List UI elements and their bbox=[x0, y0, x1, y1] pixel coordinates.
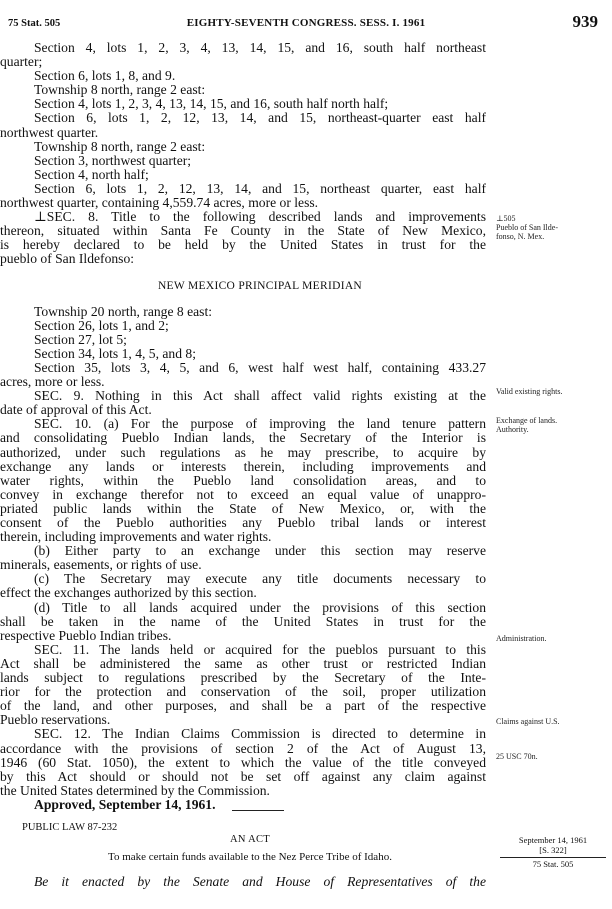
body-line: pueblo of San Ildefonso: bbox=[0, 251, 135, 267]
body-line: Act shall be administered the same as other trust or restricted Indian bbox=[0, 656, 486, 671]
margin-note-line: Exchange of lands. bbox=[496, 416, 558, 425]
body-line: Section 4, north half; bbox=[34, 166, 149, 182]
approval-date: Approved, September 14, 1961. bbox=[34, 796, 216, 812]
body-line: and consolidating Pueblo Indian lands, the Secretary of the Interior is bbox=[0, 431, 486, 446]
paragraph-gap bbox=[34, 293, 486, 305]
margin-note-line: ⊥505 bbox=[496, 214, 516, 223]
act-purpose: To make certain funds available to the Nez Perce Tribe of Idaho. bbox=[108, 851, 392, 863]
body-line: Township 8 north, range 2 east: bbox=[34, 138, 206, 154]
margin-note-administration bbox=[496, 634, 546, 643]
body-line: effect the exchanges authorized by this section. bbox=[0, 585, 257, 601]
body-line: thereon, situated within Santa Fe County in the State of New Mexico, bbox=[0, 224, 486, 239]
margin-note-valid-rights bbox=[496, 387, 562, 396]
body-line: northwest quarter, containing 4,559.74 acres, more or less. bbox=[0, 195, 319, 211]
margin-note-line: fonso, N. Mex. bbox=[496, 232, 545, 241]
body-line: is hereby declared to be held by the United States in trust for the bbox=[0, 238, 486, 253]
body-line: Section 4, lots 1, 2, 3, 4, 13, 14, 15, and 16, south half north half; bbox=[34, 96, 389, 112]
body-line: northwest quarter. bbox=[0, 124, 99, 140]
an-act-heading: AN ACT bbox=[229, 834, 270, 845]
bill-number: [S. 322] bbox=[539, 844, 567, 855]
body-line: Section 4, lots 1, 2, 3, 4, 13, 14, 15, and 16, south half northeast bbox=[34, 41, 486, 55]
body-line: Section 6, lots 1, 2, 12, 13, 14, and 15, northeast-quarter east half bbox=[34, 111, 486, 126]
body-line: date of approval of this Act. bbox=[0, 402, 152, 418]
page-header bbox=[0, 14, 612, 34]
body-line: Pueblo reservations. bbox=[0, 712, 111, 728]
statute-body bbox=[0, 41, 486, 812]
body-line: lands subject to regulations prescribed by the Secretary of the Inte- bbox=[0, 671, 486, 686]
body-line: respective Pueblo Indian tribes. bbox=[0, 627, 172, 643]
margin-note-exchange bbox=[496, 416, 557, 434]
margin-note-usc bbox=[496, 752, 538, 761]
body-line: exchange any lands or interests therein, including improvements and bbox=[0, 459, 486, 474]
body-line: Township 8 north, range 2 east: bbox=[34, 82, 206, 98]
body-line: by this Act should or should not be set off against any claim against bbox=[0, 769, 486, 784]
body-line: consent of the Pueblo authorities any Pueblo tribal lands or interest bbox=[0, 516, 486, 530]
body-line: Section 3, northwest quarter; bbox=[34, 152, 192, 168]
body-line: ⊥SEC. 8. Title to the following described lands and improvements bbox=[34, 210, 486, 225]
body-line: Section 6, lots 1, 8, and 9. bbox=[34, 68, 176, 84]
margin-note-claims bbox=[496, 717, 560, 726]
body-line: therein, including improvements and water rights. bbox=[0, 529, 272, 545]
running-head: EIGHTY-SEVENTH CONGRESS. SESS. I. 1961 bbox=[186, 17, 426, 29]
public-law-number: PUBLIC LAW 87-232 bbox=[22, 822, 118, 833]
body-line: SEC. 11. The lands held or acquired for the pueblos pursuant to this bbox=[34, 642, 486, 657]
body-line: quarter; bbox=[0, 54, 43, 70]
body-line: Section 26, lots 1, and 2; bbox=[34, 317, 169, 333]
bill-date: September 14, 1961 bbox=[518, 835, 588, 845]
margin-note-line: Authority. bbox=[496, 425, 529, 434]
bill-info bbox=[500, 836, 606, 870]
body-line: (c) The Secretary may execute any title documents necessary to bbox=[34, 572, 486, 587]
body-line: priated public lands within the State of New Mexico, or, with the bbox=[0, 501, 486, 516]
statute-citation: 75 Stat. 505 bbox=[8, 18, 61, 29]
body-line: Section 27, lot 5; bbox=[34, 331, 127, 347]
body-line: (b) Either party to an exchange under this section may reserve bbox=[34, 544, 486, 559]
margin-note-line: Valid existing rights. bbox=[496, 387, 563, 396]
body-line: rior for the protection and conservation of the soil, proper utilization bbox=[0, 685, 486, 700]
enacting-clause: Be it enacted by the Senate and House of Representatives of the bbox=[34, 874, 486, 889]
body-line: minerals, easements, or rights of use. bbox=[0, 557, 202, 573]
body-line: Section 34, lots 1, 4, 5, and 8; bbox=[34, 345, 196, 361]
body-line: convey in exchange therefor not to exceed an equal value of unappro- bbox=[0, 487, 486, 502]
body-line: the United States determined by the Commission. bbox=[0, 782, 270, 798]
body-line: acres, more or less. bbox=[0, 374, 105, 390]
body-line: authorized, under such regulations as he may prescribe, to acquire by bbox=[0, 445, 486, 460]
bill-rule bbox=[500, 857, 606, 858]
margin-note-line: Pueblo of San Ilde- bbox=[496, 223, 558, 232]
margin-note-pueblo-san-ildefonso bbox=[496, 214, 558, 241]
body-line: shall be taken in the name of the United States in trust for the bbox=[0, 614, 486, 629]
body-line: of the land, and other purposes, and shall be a part of the respective bbox=[0, 699, 486, 714]
body-line: water rights, within the Pueblo land consolidation areas, and to bbox=[0, 473, 486, 488]
bill-stat: 75 Stat. 505 bbox=[532, 859, 574, 869]
body-line: SEC. 9. Nothing in this Act shall affect valid rights existing at the bbox=[34, 389, 486, 404]
body-line: Section 6, lots 1, 2, 12, 13, 14, and 15, northeast quarter, east half bbox=[34, 181, 486, 196]
margin-note-line: 25 USC 70n. bbox=[496, 752, 538, 761]
body-line: SEC. 10. (a) For the purpose of improving the land tenure pattern bbox=[34, 417, 486, 432]
body-line: 1946 (60 Stat. 1050), the extent to which the value of the title conveyed bbox=[0, 755, 486, 770]
section-divider bbox=[232, 810, 284, 811]
page-number: 939 bbox=[572, 12, 598, 31]
body-line: (d) Title to all lands acquired under the provisions of this section bbox=[34, 600, 486, 615]
margin-note-line: Claims against U.S. bbox=[496, 717, 560, 726]
margin-note-line: Administration. bbox=[496, 634, 547, 643]
body-line: Section 35, lots 3, 4, 5, and 6, west half west half, containing 433.27 bbox=[34, 360, 486, 375]
body-line: Township 20 north, range 8 east: bbox=[34, 303, 212, 319]
paragraph-gap bbox=[34, 267, 486, 279]
body-line: SEC. 12. The Indian Claims Commission is directed to determine in bbox=[34, 727, 486, 742]
body-line: accordance with the provisions of section 2 of the Act of August 13, bbox=[0, 741, 486, 756]
meridian-heading: NEW MEXICO PRINCIPAL MERIDIAN bbox=[157, 279, 363, 292]
